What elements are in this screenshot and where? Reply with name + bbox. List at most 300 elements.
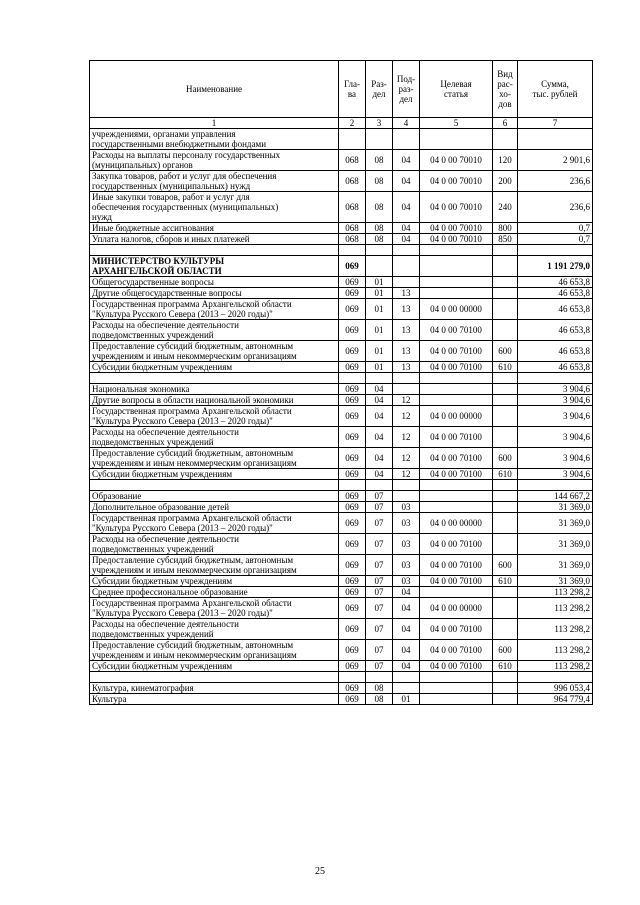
- table-row: [90, 171, 593, 192]
- row-expense-type: [493, 480, 518, 491]
- row-target-article: [420, 288, 493, 299]
- row-podrazdel: 03: [393, 502, 420, 513]
- row-glava: 069: [339, 384, 366, 395]
- row-razdel: 07: [366, 619, 393, 640]
- row-podrazdel: [393, 373, 420, 384]
- row-name: Государственная программа Архангельской области "Культура Русского Севера (2013 – 2020 годы)": [90, 598, 339, 619]
- header-expense-type: Вид рас- хо- дов: [493, 61, 518, 118]
- row-glava: 068: [339, 150, 366, 171]
- table-row: [90, 395, 593, 406]
- row-glava: [339, 373, 366, 384]
- row-expense-type: 600: [493, 341, 518, 362]
- row-target-article: 04 0 00 70100: [420, 320, 493, 341]
- row-podrazdel: 12: [393, 395, 420, 406]
- row-expense-type: [493, 373, 518, 384]
- row-glava: [339, 480, 366, 491]
- table-body: [90, 129, 593, 705]
- row-target-article: 04 0 00 70100: [420, 427, 493, 448]
- column-index: 5: [420, 118, 493, 129]
- row-glava: 069: [339, 448, 366, 469]
- row-sum: [518, 129, 593, 150]
- row-sum: 113 298,2: [518, 640, 593, 661]
- table-row: [90, 513, 593, 534]
- row-expense-type: [493, 406, 518, 427]
- header-row: [90, 61, 593, 118]
- row-target-article: 04 0 00 70100: [420, 448, 493, 469]
- header-name: Наименование: [90, 61, 339, 118]
- row-glava: 069: [339, 502, 366, 513]
- table-row: [90, 234, 593, 245]
- row-sum: 31 369,0: [518, 513, 593, 534]
- table-row: [90, 448, 593, 469]
- row-podrazdel: 04: [393, 223, 420, 234]
- row-expense-type: [493, 502, 518, 513]
- row-glava: 068: [339, 223, 366, 234]
- row-sum: 31 369,0: [518, 576, 593, 587]
- row-expense-type: [493, 619, 518, 640]
- row-target-article: 04 0 00 70100: [420, 661, 493, 672]
- row-sum: 3 904,6: [518, 384, 593, 395]
- row-name: Предоставление субсидий бюджетным, автономным учреждениям и иным некоммерческим организациям: [90, 341, 339, 362]
- row-razdel: 08: [366, 192, 393, 223]
- row-target-article: [420, 373, 493, 384]
- column-index-row: [90, 118, 593, 129]
- table-row-spacer: [90, 672, 593, 683]
- row-podrazdel: [393, 129, 420, 150]
- row-razdel: 04: [366, 448, 393, 469]
- row-razdel: [366, 373, 393, 384]
- row-name: Другие общегосударственные вопросы: [90, 288, 339, 299]
- row-glava: [339, 245, 366, 256]
- row-expense-type: 600: [493, 640, 518, 661]
- row-sum: 236,6: [518, 171, 593, 192]
- row-razdel: 07: [366, 661, 393, 672]
- row-podrazdel: 04: [393, 192, 420, 223]
- row-sum: 996 053,4: [518, 683, 593, 694]
- row-target-article: 04 0 00 70010: [420, 171, 493, 192]
- table-row-spacer: [90, 373, 593, 384]
- row-name: [90, 672, 339, 683]
- row-podrazdel: 13: [393, 288, 420, 299]
- row-name: Субсидии бюджетным учреждениям: [90, 576, 339, 587]
- row-expense-type: [493, 299, 518, 320]
- table-row: [90, 469, 593, 480]
- row-glava: 069: [339, 395, 366, 406]
- row-target-article: [420, 587, 493, 598]
- header-podrazdel: Под- раз- дел: [393, 61, 420, 118]
- table-row: [90, 277, 593, 288]
- row-expense-type: 120: [493, 150, 518, 171]
- row-razdel: [366, 129, 393, 150]
- row-sum: 1 191 279,0: [518, 256, 593, 277]
- row-podrazdel: 04: [393, 598, 420, 619]
- row-name: Государственная программа Архангельской области "Культура Русского Севера (2013 – 2020 годы)": [90, 513, 339, 534]
- row-name: Уплата налогов, сборов и иных платежей: [90, 234, 339, 245]
- row-sum: 964 779,4: [518, 694, 593, 705]
- row-sum: 31 369,0: [518, 534, 593, 555]
- row-razdel: 07: [366, 598, 393, 619]
- row-target-article: [420, 129, 493, 150]
- row-expense-type: 600: [493, 555, 518, 576]
- row-razdel: 04: [366, 427, 393, 448]
- row-podrazdel: 03: [393, 555, 420, 576]
- row-expense-type: 600: [493, 448, 518, 469]
- row-expense-type: [493, 513, 518, 534]
- row-podrazdel: [393, 672, 420, 683]
- row-sum: 46 653,8: [518, 341, 593, 362]
- row-razdel: 04: [366, 406, 393, 427]
- row-razdel: 07: [366, 502, 393, 513]
- row-podrazdel: [393, 384, 420, 395]
- row-razdel: [366, 480, 393, 491]
- row-sum: [518, 480, 593, 491]
- row-name: Среднее профессиональное образование: [90, 587, 339, 598]
- row-razdel: [366, 672, 393, 683]
- row-target-article: 04 0 00 70010: [420, 223, 493, 234]
- row-name: Государственная программа Архангельской области "Культура Русского Севера (2013 – 2020 годы)": [90, 406, 339, 427]
- row-sum: 113 298,2: [518, 587, 593, 598]
- table-row: [90, 256, 593, 277]
- row-razdel: 08: [366, 150, 393, 171]
- row-expense-type: 240: [493, 192, 518, 223]
- row-target-article: [420, 395, 493, 406]
- row-name: Иные бюджетные ассигнования: [90, 223, 339, 234]
- row-name: [90, 245, 339, 256]
- row-podrazdel: 13: [393, 299, 420, 320]
- row-sum: 0,7: [518, 234, 593, 245]
- row-target-article: [420, 683, 493, 694]
- row-expense-type: 610: [493, 362, 518, 373]
- row-sum: 46 653,8: [518, 362, 593, 373]
- row-glava: 069: [339, 341, 366, 362]
- row-target-article: 04 0 00 70100: [420, 576, 493, 587]
- row-sum: 46 653,8: [518, 277, 593, 288]
- column-index: 4: [393, 118, 420, 129]
- column-index: 3: [366, 118, 393, 129]
- table-row: [90, 534, 593, 555]
- row-expense-type: [493, 587, 518, 598]
- row-glava: 069: [339, 619, 366, 640]
- row-expense-type: 200: [493, 171, 518, 192]
- row-sum: 113 298,2: [518, 619, 593, 640]
- row-razdel: 01: [366, 320, 393, 341]
- row-razdel: 07: [366, 555, 393, 576]
- row-glava: 069: [339, 288, 366, 299]
- row-podrazdel: [393, 256, 420, 277]
- row-podrazdel: 04: [393, 171, 420, 192]
- row-podrazdel: 04: [393, 661, 420, 672]
- table-row: [90, 192, 593, 223]
- row-expense-type: 610: [493, 469, 518, 480]
- row-name: Расходы на выплаты персоналу государственных (муниципальных) органов: [90, 150, 339, 171]
- row-target-article: 04 0 00 70100: [420, 341, 493, 362]
- row-target-article: [420, 502, 493, 513]
- row-name: Образование: [90, 491, 339, 502]
- row-sum: [518, 245, 593, 256]
- table-row: [90, 320, 593, 341]
- row-glava: 069: [339, 534, 366, 555]
- row-sum: 46 653,8: [518, 320, 593, 341]
- row-target-article: 04 0 00 00000: [420, 513, 493, 534]
- row-target-article: 04 0 00 70010: [420, 150, 493, 171]
- row-sum: 2 901,6: [518, 150, 593, 171]
- row-sum: 46 653,8: [518, 288, 593, 299]
- column-index: 1: [90, 118, 339, 129]
- row-name: Расходы на обеспечение деятельности подведомственных учреждений: [90, 619, 339, 640]
- row-sum: 113 298,2: [518, 598, 593, 619]
- row-name: [90, 373, 339, 384]
- row-sum: 113 298,2: [518, 661, 593, 672]
- row-podrazdel: 03: [393, 576, 420, 587]
- row-podrazdel: [393, 491, 420, 502]
- row-target-article: [420, 491, 493, 502]
- row-glava: [339, 672, 366, 683]
- row-target-article: 04 0 00 70010: [420, 192, 493, 223]
- row-target-article: [420, 277, 493, 288]
- row-razdel: 08: [366, 171, 393, 192]
- table-row: [90, 288, 593, 299]
- row-glava: 069: [339, 362, 366, 373]
- row-expense-type: [493, 694, 518, 705]
- row-target-article: 04 0 00 70100: [420, 469, 493, 480]
- row-razdel: 04: [366, 395, 393, 406]
- row-name: Другие вопросы в области национальной экономики: [90, 395, 339, 406]
- row-razdel: 07: [366, 576, 393, 587]
- table-row: [90, 598, 593, 619]
- row-glava: 069: [339, 555, 366, 576]
- table-row: [90, 502, 593, 513]
- page-number: 25: [315, 866, 325, 877]
- row-sum: 3 904,6: [518, 427, 593, 448]
- row-podrazdel: 12: [393, 427, 420, 448]
- table-row: [90, 555, 593, 576]
- row-podrazdel: 12: [393, 406, 420, 427]
- header-sum: Сумма, тыс. рублей: [518, 61, 593, 118]
- table-row: [90, 384, 593, 395]
- row-expense-type: [493, 129, 518, 150]
- row-glava: 068: [339, 192, 366, 223]
- row-name: Государственная программа Архангельской области "Культура Русского Севера (2013 – 2020 годы)": [90, 299, 339, 320]
- row-target-article: [420, 245, 493, 256]
- row-expense-type: [493, 491, 518, 502]
- row-sum: [518, 373, 593, 384]
- row-name: Расходы на обеспечение деятельности подведомственных учреждений: [90, 534, 339, 555]
- row-name: Закупка товаров, работ и услуг для обеспечения государственных (муниципальных) нужд: [90, 171, 339, 192]
- row-glava: 069: [339, 406, 366, 427]
- table-row: [90, 619, 593, 640]
- row-glava: 069: [339, 299, 366, 320]
- row-glava: 069: [339, 427, 366, 448]
- table-row: [90, 341, 593, 362]
- row-podrazdel: 01: [393, 694, 420, 705]
- row-name: Предоставление субсидий бюджетным, автономным учреждениям и иным некоммерческим организациям: [90, 448, 339, 469]
- table-row: [90, 576, 593, 587]
- row-razdel: 01: [366, 277, 393, 288]
- row-razdel: 07: [366, 640, 393, 661]
- row-glava: 069: [339, 277, 366, 288]
- row-sum: [518, 672, 593, 683]
- column-index: 7: [518, 118, 593, 129]
- row-expense-type: [493, 384, 518, 395]
- row-razdel: 07: [366, 491, 393, 502]
- row-glava: 069: [339, 320, 366, 341]
- row-target-article: 04 0 00 70100: [420, 534, 493, 555]
- row-target-article: [420, 694, 493, 705]
- row-glava: 069: [339, 598, 366, 619]
- row-name: Расходы на обеспечение деятельности подведомственных учреждений: [90, 427, 339, 448]
- column-index: 2: [339, 118, 366, 129]
- row-podrazdel: 03: [393, 534, 420, 555]
- row-target-article: 04 0 00 00000: [420, 406, 493, 427]
- row-name: МИНИСТЕРСТВО КУЛЬТУРЫ АРХАНГЕЛЬСКОЙ ОБЛАСТИ: [90, 256, 339, 277]
- table-row: [90, 491, 593, 502]
- row-expense-type: [493, 427, 518, 448]
- row-sum: 236,6: [518, 192, 593, 223]
- row-sum: 3 904,6: [518, 406, 593, 427]
- row-razdel: [366, 256, 393, 277]
- row-podrazdel: [393, 683, 420, 694]
- row-name: Субсидии бюджетным учреждениям: [90, 362, 339, 373]
- table-row: [90, 129, 593, 150]
- table-row: [90, 661, 593, 672]
- row-razdel: 08: [366, 683, 393, 694]
- row-glava: 069: [339, 587, 366, 598]
- table-row: [90, 406, 593, 427]
- row-target-article: [420, 256, 493, 277]
- row-name: Культура, кинематография: [90, 683, 339, 694]
- row-podrazdel: 13: [393, 362, 420, 373]
- row-expense-type: [493, 598, 518, 619]
- table-row: [90, 587, 593, 598]
- row-razdel: 01: [366, 362, 393, 373]
- row-target-article: [420, 384, 493, 395]
- row-podrazdel: 04: [393, 619, 420, 640]
- row-target-article: [420, 480, 493, 491]
- row-sum: 3 904,6: [518, 448, 593, 469]
- row-expense-type: [493, 288, 518, 299]
- row-name: [90, 480, 339, 491]
- row-sum: 46 653,8: [518, 299, 593, 320]
- row-name: Субсидии бюджетным учреждениям: [90, 661, 339, 672]
- row-glava: 068: [339, 234, 366, 245]
- row-glava: 069: [339, 491, 366, 502]
- row-razdel: 04: [366, 384, 393, 395]
- row-target-article: [420, 672, 493, 683]
- budget-table: [89, 60, 593, 705]
- row-expense-type: 850: [493, 234, 518, 245]
- row-glava: 069: [339, 661, 366, 672]
- row-razdel: 07: [366, 587, 393, 598]
- table-row-spacer: [90, 245, 593, 256]
- row-name: Расходы на обеспечение деятельности подведомственных учреждений: [90, 320, 339, 341]
- row-glava: 069: [339, 683, 366, 694]
- row-name: Субсидии бюджетным учреждениям: [90, 469, 339, 480]
- row-sum: 3 904,6: [518, 469, 593, 480]
- row-expense-type: [493, 320, 518, 341]
- row-podrazdel: 12: [393, 448, 420, 469]
- column-index: 6: [493, 118, 518, 129]
- row-name: Национальная экономика: [90, 384, 339, 395]
- row-razdel: 07: [366, 534, 393, 555]
- row-sum: 3 904,6: [518, 395, 593, 406]
- table-row: [90, 150, 593, 171]
- row-expense-type: 610: [493, 576, 518, 587]
- row-target-article: 04 0 00 00000: [420, 598, 493, 619]
- row-target-article: 04 0 00 70010: [420, 234, 493, 245]
- row-podrazdel: 03: [393, 513, 420, 534]
- table-row: [90, 694, 593, 705]
- row-podrazdel: 04: [393, 640, 420, 661]
- row-target-article: 04 0 00 70100: [420, 619, 493, 640]
- row-glava: 069: [339, 469, 366, 480]
- row-podrazdel: [393, 245, 420, 256]
- header-target-article: Целевая статья: [420, 61, 493, 118]
- header-razdel: Раз- дел: [366, 61, 393, 118]
- row-glava: 069: [339, 256, 366, 277]
- row-expense-type: [493, 395, 518, 406]
- row-podrazdel: [393, 277, 420, 288]
- row-name: Иные закупки товаров, работ и услуг для обеспечения государственных (муниципальных) нужд: [90, 192, 339, 223]
- row-name: Общегосударственные вопросы: [90, 277, 339, 288]
- table-row-spacer: [90, 480, 593, 491]
- row-glava: 069: [339, 513, 366, 534]
- row-sum: 0,7: [518, 223, 593, 234]
- row-razdel: 01: [366, 299, 393, 320]
- row-razdel: 08: [366, 694, 393, 705]
- table-row: [90, 299, 593, 320]
- table-row: [90, 362, 593, 373]
- row-target-article: 04 0 00 70100: [420, 640, 493, 661]
- row-glava: 069: [339, 694, 366, 705]
- row-razdel: 07: [366, 513, 393, 534]
- row-expense-type: [493, 672, 518, 683]
- row-expense-type: [493, 683, 518, 694]
- row-expense-type: [493, 245, 518, 256]
- row-glava: 069: [339, 576, 366, 587]
- row-target-article: 04 0 00 70100: [420, 362, 493, 373]
- row-podrazdel: 04: [393, 587, 420, 598]
- row-sum: 144 667,2: [518, 491, 593, 502]
- row-target-article: 04 0 00 70100: [420, 555, 493, 576]
- row-razdel: 01: [366, 341, 393, 362]
- row-razdel: 01: [366, 288, 393, 299]
- row-target-article: 04 0 00 00000: [420, 299, 493, 320]
- table-row: [90, 427, 593, 448]
- row-podrazdel: 13: [393, 341, 420, 362]
- row-expense-type: 610: [493, 661, 518, 672]
- row-podrazdel: [393, 480, 420, 491]
- row-podrazdel: 13: [393, 320, 420, 341]
- row-podrazdel: 04: [393, 234, 420, 245]
- row-razdel: 08: [366, 223, 393, 234]
- row-razdel: 04: [366, 469, 393, 480]
- row-name: Дополнительное образование детей: [90, 502, 339, 513]
- row-name: учреждениями, органами управления государственными внебюджетными фондами: [90, 129, 339, 150]
- row-razdel: 08: [366, 234, 393, 245]
- row-glava: [339, 129, 366, 150]
- row-name: Предоставление субсидий бюджетным, автономным учреждениям и иным некоммерческим организациям: [90, 640, 339, 661]
- row-expense-type: [493, 534, 518, 555]
- row-glava: 068: [339, 171, 366, 192]
- table-row: [90, 640, 593, 661]
- row-expense-type: [493, 256, 518, 277]
- row-expense-type: [493, 277, 518, 288]
- table-row: [90, 223, 593, 234]
- header-glava: Гла- ва: [339, 61, 366, 118]
- row-sum: 31 369,0: [518, 555, 593, 576]
- row-podrazdel: 12: [393, 469, 420, 480]
- row-name: Предоставление субсидий бюджетным, автономным учреждениям и иным некоммерческим организациям: [90, 555, 339, 576]
